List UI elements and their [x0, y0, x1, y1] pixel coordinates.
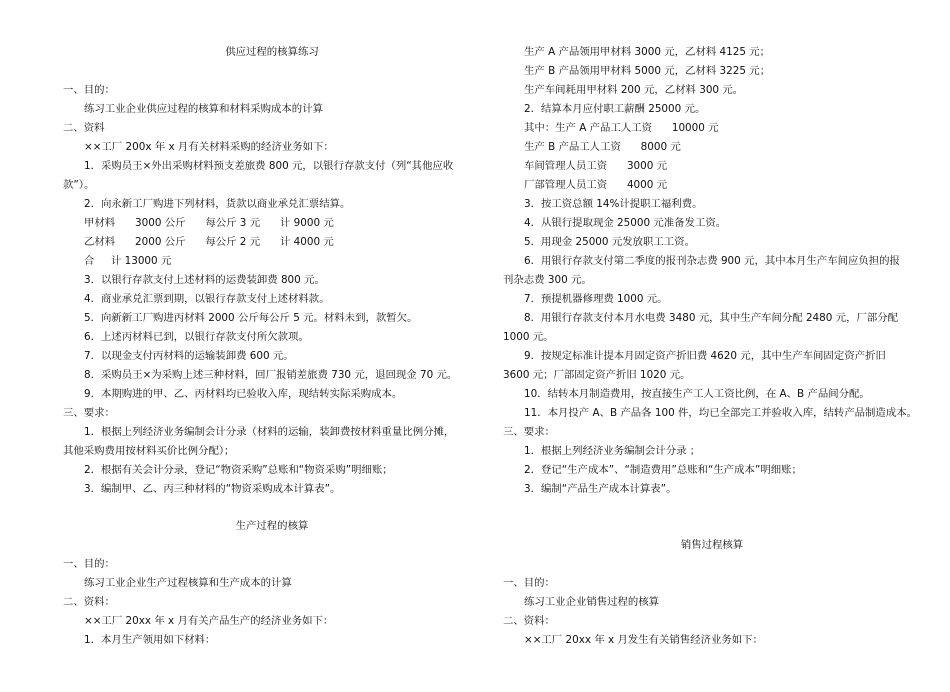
item-6: 6．上述丙材料已到，以银行存款支付所欠款项。	[84, 331, 309, 343]
heading-materials: 二、资料	[63, 122, 105, 134]
production-item-2: 2．结算本月应付职工薪酬 25000 元。	[524, 103, 706, 115]
title-supply-process: 供应过程的核算练习	[225, 46, 319, 58]
sales-intro: ××工厂 20xx 年 x 月发生有关销售经济业务如下：	[524, 634, 763, 646]
production-item-3: 3．按工资总额 14%计提职工福利费。	[524, 198, 703, 210]
material-total-row: 合 计 13000 元	[84, 255, 172, 267]
wage-office-row: 厂部管理人员工资 4000 元	[524, 179, 668, 191]
heading-purpose: 一、目的：	[63, 84, 115, 96]
material-a-row: 生产 A 产品领用甲材料 3000 元，乙材料 4125 元；	[524, 46, 771, 58]
requirement-2: 2．根据有关会计分录，登记“物资采购”总账和“物资采购”明细账；	[84, 464, 393, 476]
material-b-row: 生产 B 产品领用甲材料 5000 元，乙材料 3225 元；	[524, 65, 771, 77]
material-jia-row: 甲材料 3000 公斤 每公斤 3 元 计 9000 元	[84, 217, 334, 229]
production-item-8: 8．用银行存款支付本月水电费 3480 元，其中生产车间分配 2480 元，厂部分配	[524, 312, 899, 324]
material-workshop-row: 生产车间耗用甲材料 200 元，乙材料 300 元。	[524, 84, 744, 96]
production-item-7: 7．预提机器修理费 1000 元。	[524, 293, 668, 305]
production-item-6: 6．用银行存款支付第二季度的报刊杂志费 900 元，其中本月生产车间应负担的报	[524, 255, 900, 267]
production-requirement-3: 3．编制“产品生产成本计算表”。	[524, 483, 677, 495]
production-item-8-cont: 1000 元。	[503, 331, 554, 343]
title-production-process: 生产过程的核算	[235, 520, 309, 532]
item-5: 5．向新新工厂购进丙材料 2000 公斤每公斤 5 元。材料未到，款暂欠。	[84, 312, 418, 324]
item-9: 9．本期购进的甲、乙、丙材料均已验收入库，现结转实际采购成本。	[84, 388, 403, 400]
item-7: 7．以现金支付丙材料的运输装卸费 600 元。	[84, 350, 294, 362]
item-8: 8．采购员王×为采购上述三种材料，回厂报销差旅费 730 元，退回现金 70 元。	[84, 369, 458, 381]
production-item-4: 4．从银行提取现金 25000 元准备发工资。	[524, 217, 727, 229]
item-2: 2．向永新工厂购进下列材料，货款以商业承兑汇票结算。	[84, 198, 351, 210]
heading-purpose-2: 一、目的：	[63, 558, 115, 570]
purpose-text-2: 练习工业企业生产过程核算和生产成本的计算	[84, 577, 292, 589]
heading-purpose-3: 一、目的：	[503, 577, 555, 589]
heading-materials-2: 二、资料：	[63, 596, 115, 608]
production-item-9-cont: 3600 元；厂部固定资产折旧 1020 元。	[503, 369, 691, 381]
production-item-11: 11．本月投产 A、B 产品各 100 件，均已全部完工并验收入库，结转产品制造成本。	[524, 407, 917, 419]
title-sales-process: 销售过程核算	[680, 539, 744, 551]
wage-b-row: 生产 B 产品工人工资 8000 元	[524, 141, 681, 153]
item-1-cont: 款”）。	[63, 179, 95, 191]
item-4: 4．商业承兑汇票到期，以银行存款支付上述材料款。	[84, 293, 330, 305]
heading-materials-3: 二、资料：	[503, 615, 555, 627]
production-item-9: 9．按规定标准计提本月固定资产折旧费 4620 元，其中生产车间固定资产折旧	[524, 350, 886, 362]
production-requirement-1: 1．根据上列经济业务编制会计分录 ；	[524, 445, 701, 457]
production-item-6-cont: 刊杂志费 300 元。	[503, 274, 592, 286]
production-requirement-2: 2．登记“生产成本”、“制造费用”总账和“生产成本”明细账；	[524, 464, 802, 476]
material-yi-row: 乙材料 2000 公斤 每公斤 2 元 计 4000 元	[84, 236, 334, 248]
requirement-1: 1．根据上列经济业务编制会计分录（材料的运输，装卸费按材料重量比例分摊，	[84, 426, 455, 438]
heading-requirements-2: 三、要求：	[503, 426, 555, 438]
production-item-10: 10．结转本月制造费用，按直接生产工人工资比例，在 A、B 产品间分配。	[524, 388, 870, 400]
heading-requirements: 三、要求：	[63, 407, 115, 419]
requirement-1-cont: 其他采购费用按材料买价比例分配）；	[63, 445, 235, 457]
materials-intro: ××工厂 200x 年 x 月有关材料采购的经济业务如下：	[84, 141, 334, 153]
materials-intro-2: ××工厂 20xx 年 x 月有关产品生产的经济业务如下：	[84, 615, 334, 627]
production-item-5: 5．用现金 25000 元发放职工工资。	[524, 236, 695, 248]
item-1: 1．采购员王×外出采购材料预支差旅费 800 元，以银行存款支付（列“其他应收	[84, 160, 454, 172]
requirement-3: 3．编制甲、乙、丙三种材料的“物资采购成本计算表”。	[84, 483, 341, 495]
production-item-1: 1．本月生产领用如下材料：	[84, 634, 216, 646]
wage-workshop-row: 车间管理人员工资 3000 元	[524, 160, 668, 172]
purpose-text-3: 练习工业企业销售过程的核算	[524, 596, 660, 608]
wage-a-row: 其中：生产 A 产品工人工资 10000 元	[524, 122, 719, 134]
purpose-text: 练习工业企业供应过程的核算和材料采购成本的计算	[84, 103, 323, 115]
item-3: 3．以银行存款支付上述材料的运费装卸费 800 元。	[84, 274, 325, 286]
